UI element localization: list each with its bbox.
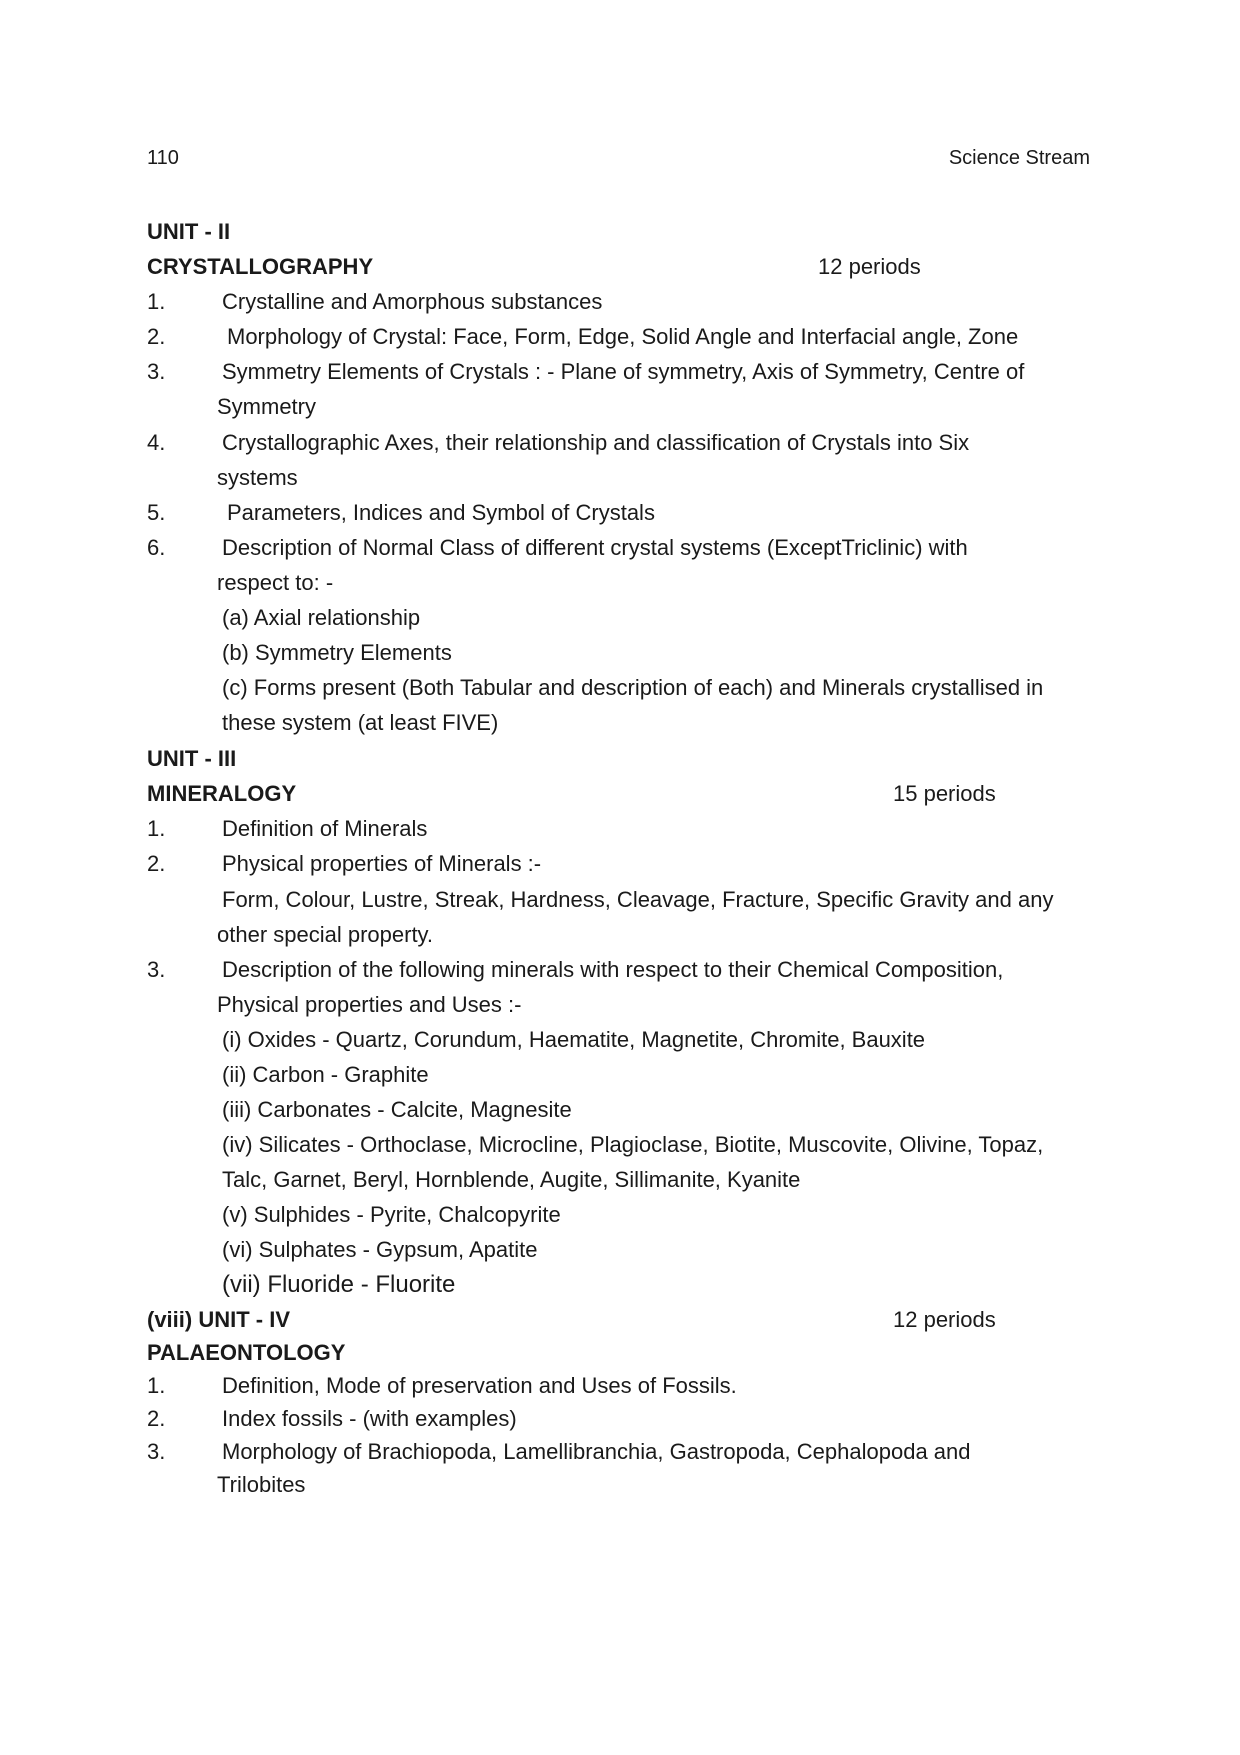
mineral-item [0,1268,1240,1302]
item-text: Form, Colour, Lustre, Streak, Hardness, Cleavage, Fracture, Specific Gravity and any [222,887,1054,912]
unit2-periods: 12 periods [818,254,921,279]
sub-item-text: (b) Symmetry Elements [222,640,452,665]
item-text: Symmetry [217,394,316,419]
item-number: 3. [147,1439,166,1464]
mineral-item [0,1233,1240,1267]
item-text: Crystalline and Amorphous substances [222,289,603,314]
unit3-title-row [0,777,1240,811]
sub-item-text: these system (at least FIVE) [222,710,499,735]
list-item [0,1435,1240,1469]
item-text: Index fossils - (with examples) [222,1406,517,1431]
unit2-title-row [0,250,1240,284]
list-item [0,812,1240,846]
sub-item [0,636,1240,670]
list-item-continuation [0,988,1240,1022]
list-item [0,426,1240,460]
item-text: respect to: - [217,570,334,595]
unit2-heading: UNIT - II [147,219,231,244]
list-item [0,531,1240,565]
unit2-title: CRYSTALLOGRAPHY [147,254,374,279]
unit4-heading-row [0,1303,1240,1337]
mineral-text: (v) Sulphides - Pyrite, Chalcopyrite [222,1202,561,1227]
item-text: Definition, Mode of preservation and Uses of Fossils. [222,1373,737,1398]
item-number: 3. [147,359,166,384]
unit4-heading: (viii) UNIT - IV [147,1307,290,1332]
item-text: Description of Normal Class of different crystal systems (ExceptTriclinic) with [222,535,968,560]
item-number: 4. [147,430,166,455]
unit3-title: MINERALOGY [147,781,297,806]
mineral-text: (iii) Carbonates - Calcite, Magnesite [222,1097,572,1122]
item-text: Physical properties of Minerals :- [222,851,542,876]
unit3-heading: UNIT - III [147,746,237,771]
list-item [0,496,1240,530]
item-number: 2. [147,1406,166,1431]
page-number: 110 [147,147,179,169]
item-text: Description of the following minerals with respect to their Chemical Composition, [222,957,1004,982]
item-text: systems [217,465,298,490]
list-item-continuation [0,918,1240,952]
list-item [0,1369,1240,1403]
item-text: Morphology of Brachiopoda, Lamellibranchia, Gastropoda, Cephalopoda and [222,1439,971,1464]
item-text: Parameters, Indices and Symbol of Crystals [227,500,655,525]
list-item [0,953,1240,987]
list-item [0,355,1240,389]
item-number: 6. [147,535,166,560]
mineral-item [0,1198,1240,1232]
mineral-item [0,1023,1240,1057]
running-header: Science Stream [948,147,1090,169]
list-item [0,285,1240,319]
list-item-continuation [0,566,1240,600]
mineral-item [0,1058,1240,1092]
item-text: other special property. [217,922,434,947]
mineral-text: (vi) Sulphates - Gypsum, Apatite [222,1237,538,1262]
item-text: Symmetry Elements of Crystals : - Plane of symmetry, Axis of Symmetry, Centre of [222,359,1025,384]
sub-item-continuation [0,706,1240,740]
mineral-item [0,1093,1240,1127]
list-item [0,847,1240,881]
item-text: Morphology of Crystal: Face, Form, Edge, Solid Angle and Interfacial angle, Zone [227,324,1019,349]
mineral-text: (ii) Carbon - Graphite [222,1062,429,1087]
mineral-text: (iv) Silicates - Orthoclase, Microcline, Plagioclase, Biotite, Muscovite, Olivine, Topaz, [222,1132,1044,1157]
mineral-text: (vii) Fluoride - Fluorite [222,1271,456,1298]
sub-item [0,601,1240,635]
list-item-continuation [0,390,1240,424]
unit4-title-row [0,1336,1240,1370]
unit2-heading-row [0,215,1240,249]
item-number: 2. [147,851,166,876]
sub-item-text: (c) Forms present (Both Tabular and description of each) and Minerals crystallised in [222,675,1044,700]
sub-item-text: (a) Axial relationship [222,605,421,630]
item-number: 1. [147,1373,166,1398]
item-number: 1. [147,289,166,314]
list-item-continuation [0,1468,1240,1502]
item-number: 2. [147,324,166,349]
item-text: Physical properties and Uses :- [217,992,522,1017]
mineral-item [0,1128,1240,1162]
unit3-heading-row [0,742,1240,776]
list-item-continuation [0,461,1240,495]
mineral-text: (i) Oxides - Quartz, Corundum, Haematite, Magnetite, Chromite, Bauxite [222,1027,926,1052]
unit4-periods: 12 periods [893,1307,996,1332]
mineral-item-continuation [0,1163,1240,1197]
list-item [0,1402,1240,1436]
item-text: Definition of Minerals [222,816,428,841]
list-item-continuation [0,883,1240,917]
item-text: Crystallographic Axes, their relationship and classification of Crystals into Six [222,430,970,455]
item-number: 1. [147,816,166,841]
list-item [0,320,1240,354]
item-text: Trilobites [217,1472,306,1497]
unit3-periods: 15 periods [893,781,996,806]
item-number: 5. [147,500,166,525]
item-number: 3. [147,957,166,982]
mineral-text: Talc, Garnet, Beryl, Hornblende, Augite, Sillimanite, Kyanite [222,1167,801,1192]
sub-item [0,671,1240,705]
unit4-title: PALAEONTOLOGY [147,1340,346,1365]
